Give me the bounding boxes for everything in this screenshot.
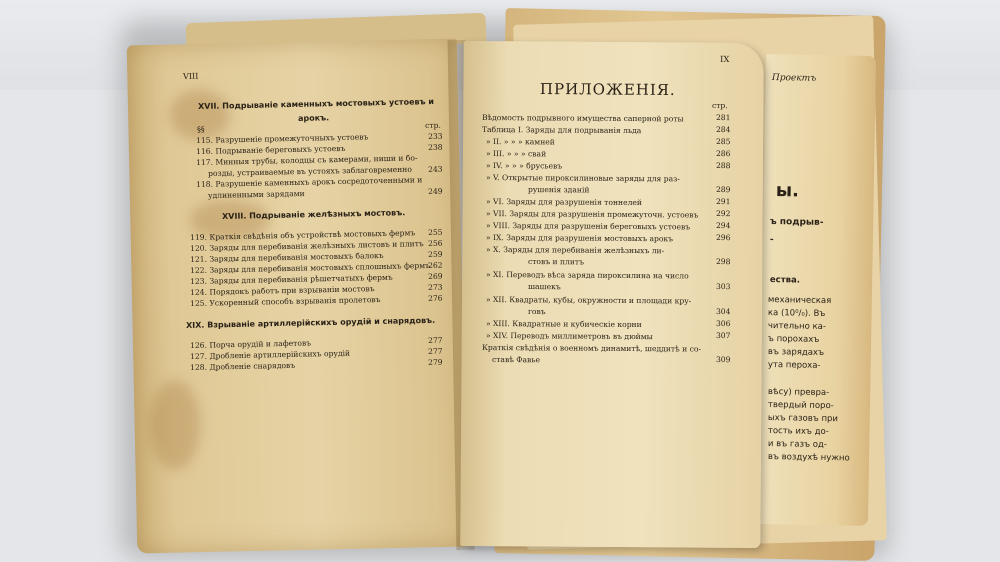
list-item: » VIII. Заряды для разрушенія береговыхъ устоевъ [485,221,691,232]
list-item: 117. Минныя трубы, колодцы съ камерами, ниши и бо- [195,153,418,167]
list-item: » II. » » » камней [485,137,555,147]
list-item-page: 269 [427,271,443,281]
partial-line: твердый поро- [767,400,834,412]
list-item: 123. Заряды для перебиванія рѣшетчатыхъ фермъ [189,272,393,286]
partial-line: ута пероха- [767,360,821,371]
list-item-page: 289 [715,185,731,195]
list-item-page: 285 [715,137,731,147]
list-item-page: 277 [427,346,443,356]
list-item-page: 262 [427,260,443,270]
partial-line: тость ихъ до- [767,426,829,438]
list-item-page: 281 [715,113,731,123]
partial-big-text: ы. [775,180,800,202]
list-item: 120. Заряды для перебиванія желѣзныхъ листовъ и плитъ [189,239,424,253]
list-item-page: 286 [715,149,731,159]
partial-line: - [769,235,774,246]
list-item-page: 255 [427,227,443,237]
list-item: » XIII. Квадратные и кубическіе корни [485,319,642,330]
list-item-page: 303 [715,282,731,292]
list-item: розды, устраиваемые въ устояхъ заблаговременно [207,164,412,178]
partial-line: ыхъ газовъ при [767,413,839,425]
list-item: 122. Заряды для перебиванія мостовыхъ сплошныхъ фермъ [189,260,431,275]
list-item: » XI. Переводъ вѣса заряда пироксилина на число [485,270,689,281]
list-item: » XII. Квадраты, кубы, окружности и площади кру- [485,295,692,306]
appendix-title: ПРИЛОЖЕНІЯ. [539,80,676,99]
list-item-page: 291 [715,197,731,207]
col-ss: §§ [196,124,205,134]
list-item-page: 259 [427,249,443,259]
list-item: ставѣ Фавье [491,355,540,365]
partial-line: въ зарядахъ [767,347,825,358]
list-item-page: 294 [715,221,731,231]
list-item: рушенія зданій [527,185,590,195]
list-item-page: 276 [427,293,443,303]
list-item-page: 233 [427,131,443,141]
list-item: » III. » » » свай [485,149,547,159]
list-item-page: 277 [427,335,443,345]
col-str: стр. [711,101,728,111]
list-item-page: 243 [427,164,443,174]
list-item: 116. Подрываніе береговыхъ устоевъ [195,143,346,156]
partial-line: ъ подрыв- [769,217,824,228]
section17-title: XVII. Подрываніе каменныхъ мостовыхъ устоевъ и [197,97,434,111]
partial-header: Проектъ [771,73,817,84]
list-item-page: 279 [427,357,443,367]
partial-line: и въ газъ од- [767,439,828,451]
partial-line: ества. [769,275,801,286]
list-item: » IV. » » » брусьевъ [485,161,563,171]
list-item: » IX. Заряды для разрушенія мостовыхъ арокъ [485,233,674,244]
partial-line: въ воздухѣ нужно [767,452,850,464]
list-item: 118. Разрушеніе каменныхъ арокъ сосредоточенными и [195,175,423,189]
list-item-page: 306 [715,319,731,329]
list-item: 125. Ускоренный способъ взрыванія пролетовъ [189,295,381,308]
list-item: Вѣдомость подрывного имущества саперной роты [481,113,684,124]
list-item: » VII. Заряды для разрушенія промежуточн. устоевъ [485,209,699,220]
list-item: 124. Порядокъ работъ при взрываніи мостовъ [189,284,375,297]
list-item: стовъ и плитъ [527,257,585,267]
col-str: стр. [424,120,441,130]
partial-line: ка (10⁰/₀). Въ [767,308,826,320]
section18-title: XVIII. Подрываніе желѣзныхъ мостовъ. [221,208,406,221]
list-item: Таблица I. Заряды для подрыванія льда [481,125,642,136]
list-item-page: 284 [715,125,731,135]
list-item-page: 249 [427,186,443,196]
list-item-page: 296 [715,233,731,243]
list-item-page: 288 [715,161,731,171]
list-item: говъ [527,307,546,317]
right-page-number: IX [719,55,730,66]
list-item: удлиненными зарядами [207,188,305,200]
list-item-page: 238 [427,142,443,152]
list-item: 119. Краткія свѣдѣнія объ устройствѣ мостовыхъ фермъ [189,228,416,242]
list-item: » X. Заряды для перебиванія желѣзныхъ ли- [485,245,665,256]
list-item: 128. Дробленіе снарядовъ [189,360,296,372]
list-item: 127. Дробленіе артиллерійскихъ орудій [189,348,351,361]
list-item-page: 304 [715,307,731,317]
list-item: 115. Разрушеніе промежуточныхъ устоевъ [195,132,369,145]
list-item: » XIV. Переводъ миллиметровъ въ дюймы [485,331,653,342]
list-item-page: 256 [427,238,443,248]
list-item-page: 273 [427,282,443,292]
section19-title: XIX. Взрываніе артиллерійскихъ орудій и снарядовъ. [185,315,436,330]
list-item: » V. Открытые пироксилиновые заряды для раз- [485,173,680,184]
left-page-number: VIII [182,71,199,81]
list-item: 121. Заряды для перебиванія мостовыхъ балокъ [189,250,384,264]
partial-line: ъ порохахъ [767,334,820,345]
list-item-page: 298 [715,257,731,267]
list-item: шашекъ [527,282,561,292]
partial-line: чительно ка- [767,321,827,333]
list-item-page: 292 [715,209,731,219]
stain [150,380,200,470]
list-item-page: 309 [715,355,731,365]
list-item-page: 307 [715,331,731,341]
section17-title-cont: арокъ. [297,113,330,123]
list-item: Краткія свѣдѣнія о военномъ динамитѣ, шеддитѣ и со- [481,343,702,354]
partial-line: вѣсу) превра- [767,387,830,399]
list-item: 126. Порча орудій и лафетовъ [189,338,312,350]
list-item: » VI. Заряды для разрушенія тоннелей [485,197,643,208]
partial-line: механическая [767,295,832,307]
